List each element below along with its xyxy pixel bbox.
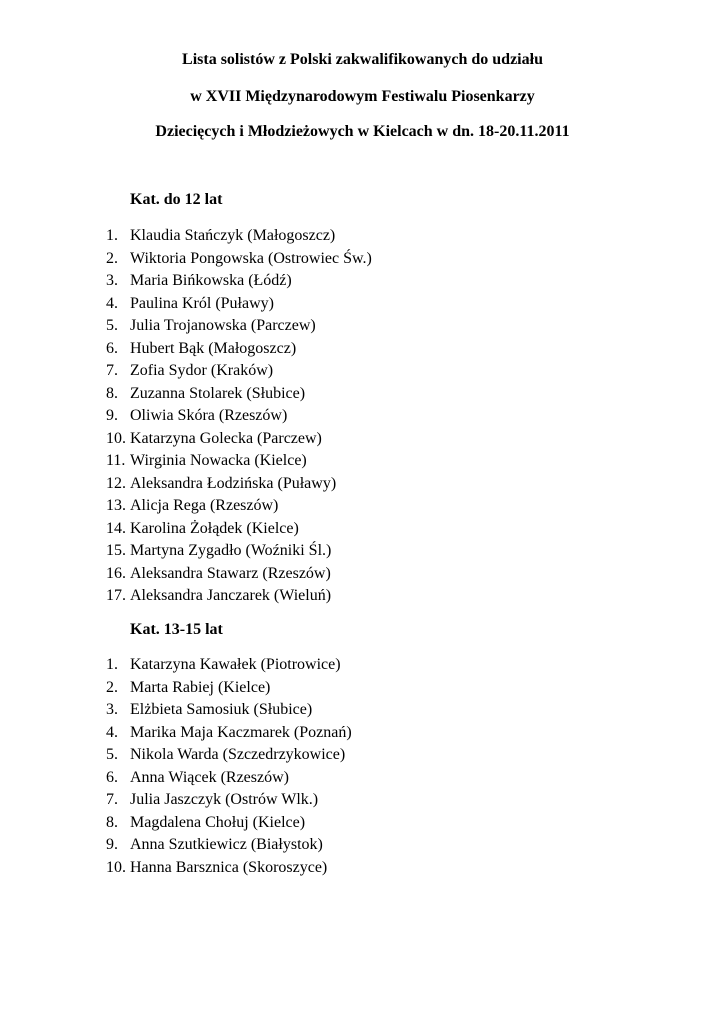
document-title-line-2: w XVII Międzynarodowym Festiwalu Piosenkarzy (190, 88, 535, 105)
list-item (106, 294, 372, 317)
list-item (106, 429, 372, 452)
list-item-number: 6. (106, 339, 118, 357)
list-item (106, 451, 372, 474)
list-item (106, 745, 352, 768)
list-item-number: 9. (106, 836, 118, 853)
list-item-number: 3. (106, 701, 118, 718)
list-item (106, 249, 372, 272)
list-item (106, 496, 372, 519)
list-item-soloist: Aleksandra Łodzińska (Puławy) (130, 474, 337, 492)
list-item-number: 13. (106, 497, 126, 514)
list-item (106, 678, 352, 701)
list-item-number: 9. (106, 407, 118, 424)
list-item-number: 4. (106, 723, 118, 741)
list-item-soloist: Paulina Król (Puławy) (130, 294, 274, 312)
list-item-soloist: Marika Maja Kaczmarek (Poznań) (130, 723, 352, 741)
list-item (106, 361, 372, 384)
list-item (106, 835, 352, 858)
list-item-number: 17. (106, 587, 126, 604)
list-item-soloist: Aleksandra Janczarek (Wieluń) (130, 587, 332, 604)
list-item-soloist: Julia Trojanowska (Parczew) (130, 317, 316, 334)
list-item (106, 339, 372, 362)
list-item-number: 4. (106, 294, 118, 312)
list-item-number: 6. (106, 768, 118, 786)
list-item (106, 723, 352, 746)
list-item (106, 700, 352, 723)
list-item-soloist: Katarzyna Golecka (Parczew) (130, 429, 322, 447)
list-item-number: 1. (106, 227, 118, 244)
list-item-number: 3. (106, 272, 118, 289)
list-item-number: 15. (106, 542, 126, 559)
list-item-number: 7. (106, 362, 118, 379)
list-item-soloist: Wirginia Nowacka (Kielce) (130, 452, 307, 469)
list-item-number: 10. (106, 858, 126, 876)
list-item-number: 12. (106, 474, 126, 492)
list-item (106, 858, 352, 881)
list-item-number: 10. (106, 429, 126, 447)
list-item (106, 226, 372, 249)
list-item (106, 768, 352, 791)
list-item-number: 8. (106, 384, 118, 402)
document-title-line-3: Dziecięcych i Młodzieżowych w Kielcach w dn. 18-20.11.2011 (155, 123, 570, 140)
list-item-soloist: Anna Wiącek (Rzeszów) (130, 768, 289, 786)
list-item-number: 2. (106, 678, 118, 696)
document-title-line-1: Lista solistów z Polski zakwalifikowanych do udziału (182, 51, 543, 68)
list-item-number: 5. (106, 746, 118, 763)
category-heading-13-15: Kat. 13-15 lat (130, 621, 223, 638)
list-item (106, 519, 372, 542)
list-item-soloist: Alicja Rega (Rzeszów) (130, 497, 279, 514)
list-item-soloist: Anna Szutkiewicz (Białystok) (130, 836, 323, 853)
list-item-number: 7. (106, 791, 118, 808)
list-item-soloist: Elżbieta Samosiuk (Słubice) (130, 701, 313, 718)
list-item (106, 316, 372, 339)
list-item-soloist: Oliwia Skóra (Rzeszów) (130, 407, 288, 424)
soloist-list-13-15 (106, 655, 352, 880)
list-item (106, 586, 372, 609)
list-item-soloist: Katarzyna Kawałek (Piotrowice) (130, 656, 341, 673)
list-item (106, 564, 372, 587)
list-item (106, 384, 372, 407)
list-item (106, 813, 352, 836)
list-item-number: 1. (106, 656, 118, 673)
list-item-soloist: Zofia Sydor (Kraków) (130, 362, 274, 379)
list-item-soloist: Martyna Zygadło (Woźniki Śl.) (130, 542, 332, 559)
list-item (106, 655, 352, 678)
list-item-soloist: Hubert Bąk (Małogoszcz) (130, 339, 297, 357)
list-item (106, 406, 372, 429)
list-item-soloist: Maria Bińkowska (Łódź) (130, 272, 292, 289)
soloist-list-under-12 (106, 226, 372, 609)
list-item-number: 14. (106, 519, 126, 537)
list-item-soloist: Hanna Barsznica (Skoroszyce) (130, 858, 328, 876)
list-item (106, 474, 372, 497)
list-item-number: 11. (106, 452, 126, 469)
list-item-number: 2. (106, 249, 118, 267)
list-item-soloist: Nikola Warda (Szczedrzykowice) (130, 746, 346, 763)
list-item (106, 271, 372, 294)
list-item (106, 790, 352, 813)
category-heading-under-12: Kat. do 12 lat (130, 191, 223, 208)
list-item-soloist: Wiktoria Pongowska (Ostrowiec Św.) (130, 249, 372, 267)
list-item-soloist: Aleksandra Stawarz (Rzeszów) (130, 564, 331, 582)
list-item-soloist: Magdalena Chołuj (Kielce) (130, 813, 306, 831)
list-item (106, 541, 372, 564)
list-item-soloist: Klaudia Stańczyk (Małogoszcz) (130, 227, 336, 244)
list-item-soloist: Karolina Żołądek (Kielce) (130, 519, 299, 537)
list-item-soloist: Marta Rabiej (Kielce) (130, 678, 271, 696)
list-item-number: 16. (106, 564, 126, 582)
list-item-soloist: Zuzanna Stolarek (Słubice) (130, 384, 306, 402)
list-item-number: 5. (106, 317, 118, 334)
list-item-number: 8. (106, 813, 118, 831)
list-item-soloist: Julia Jaszczyk (Ostrów Wlk.) (130, 791, 319, 808)
